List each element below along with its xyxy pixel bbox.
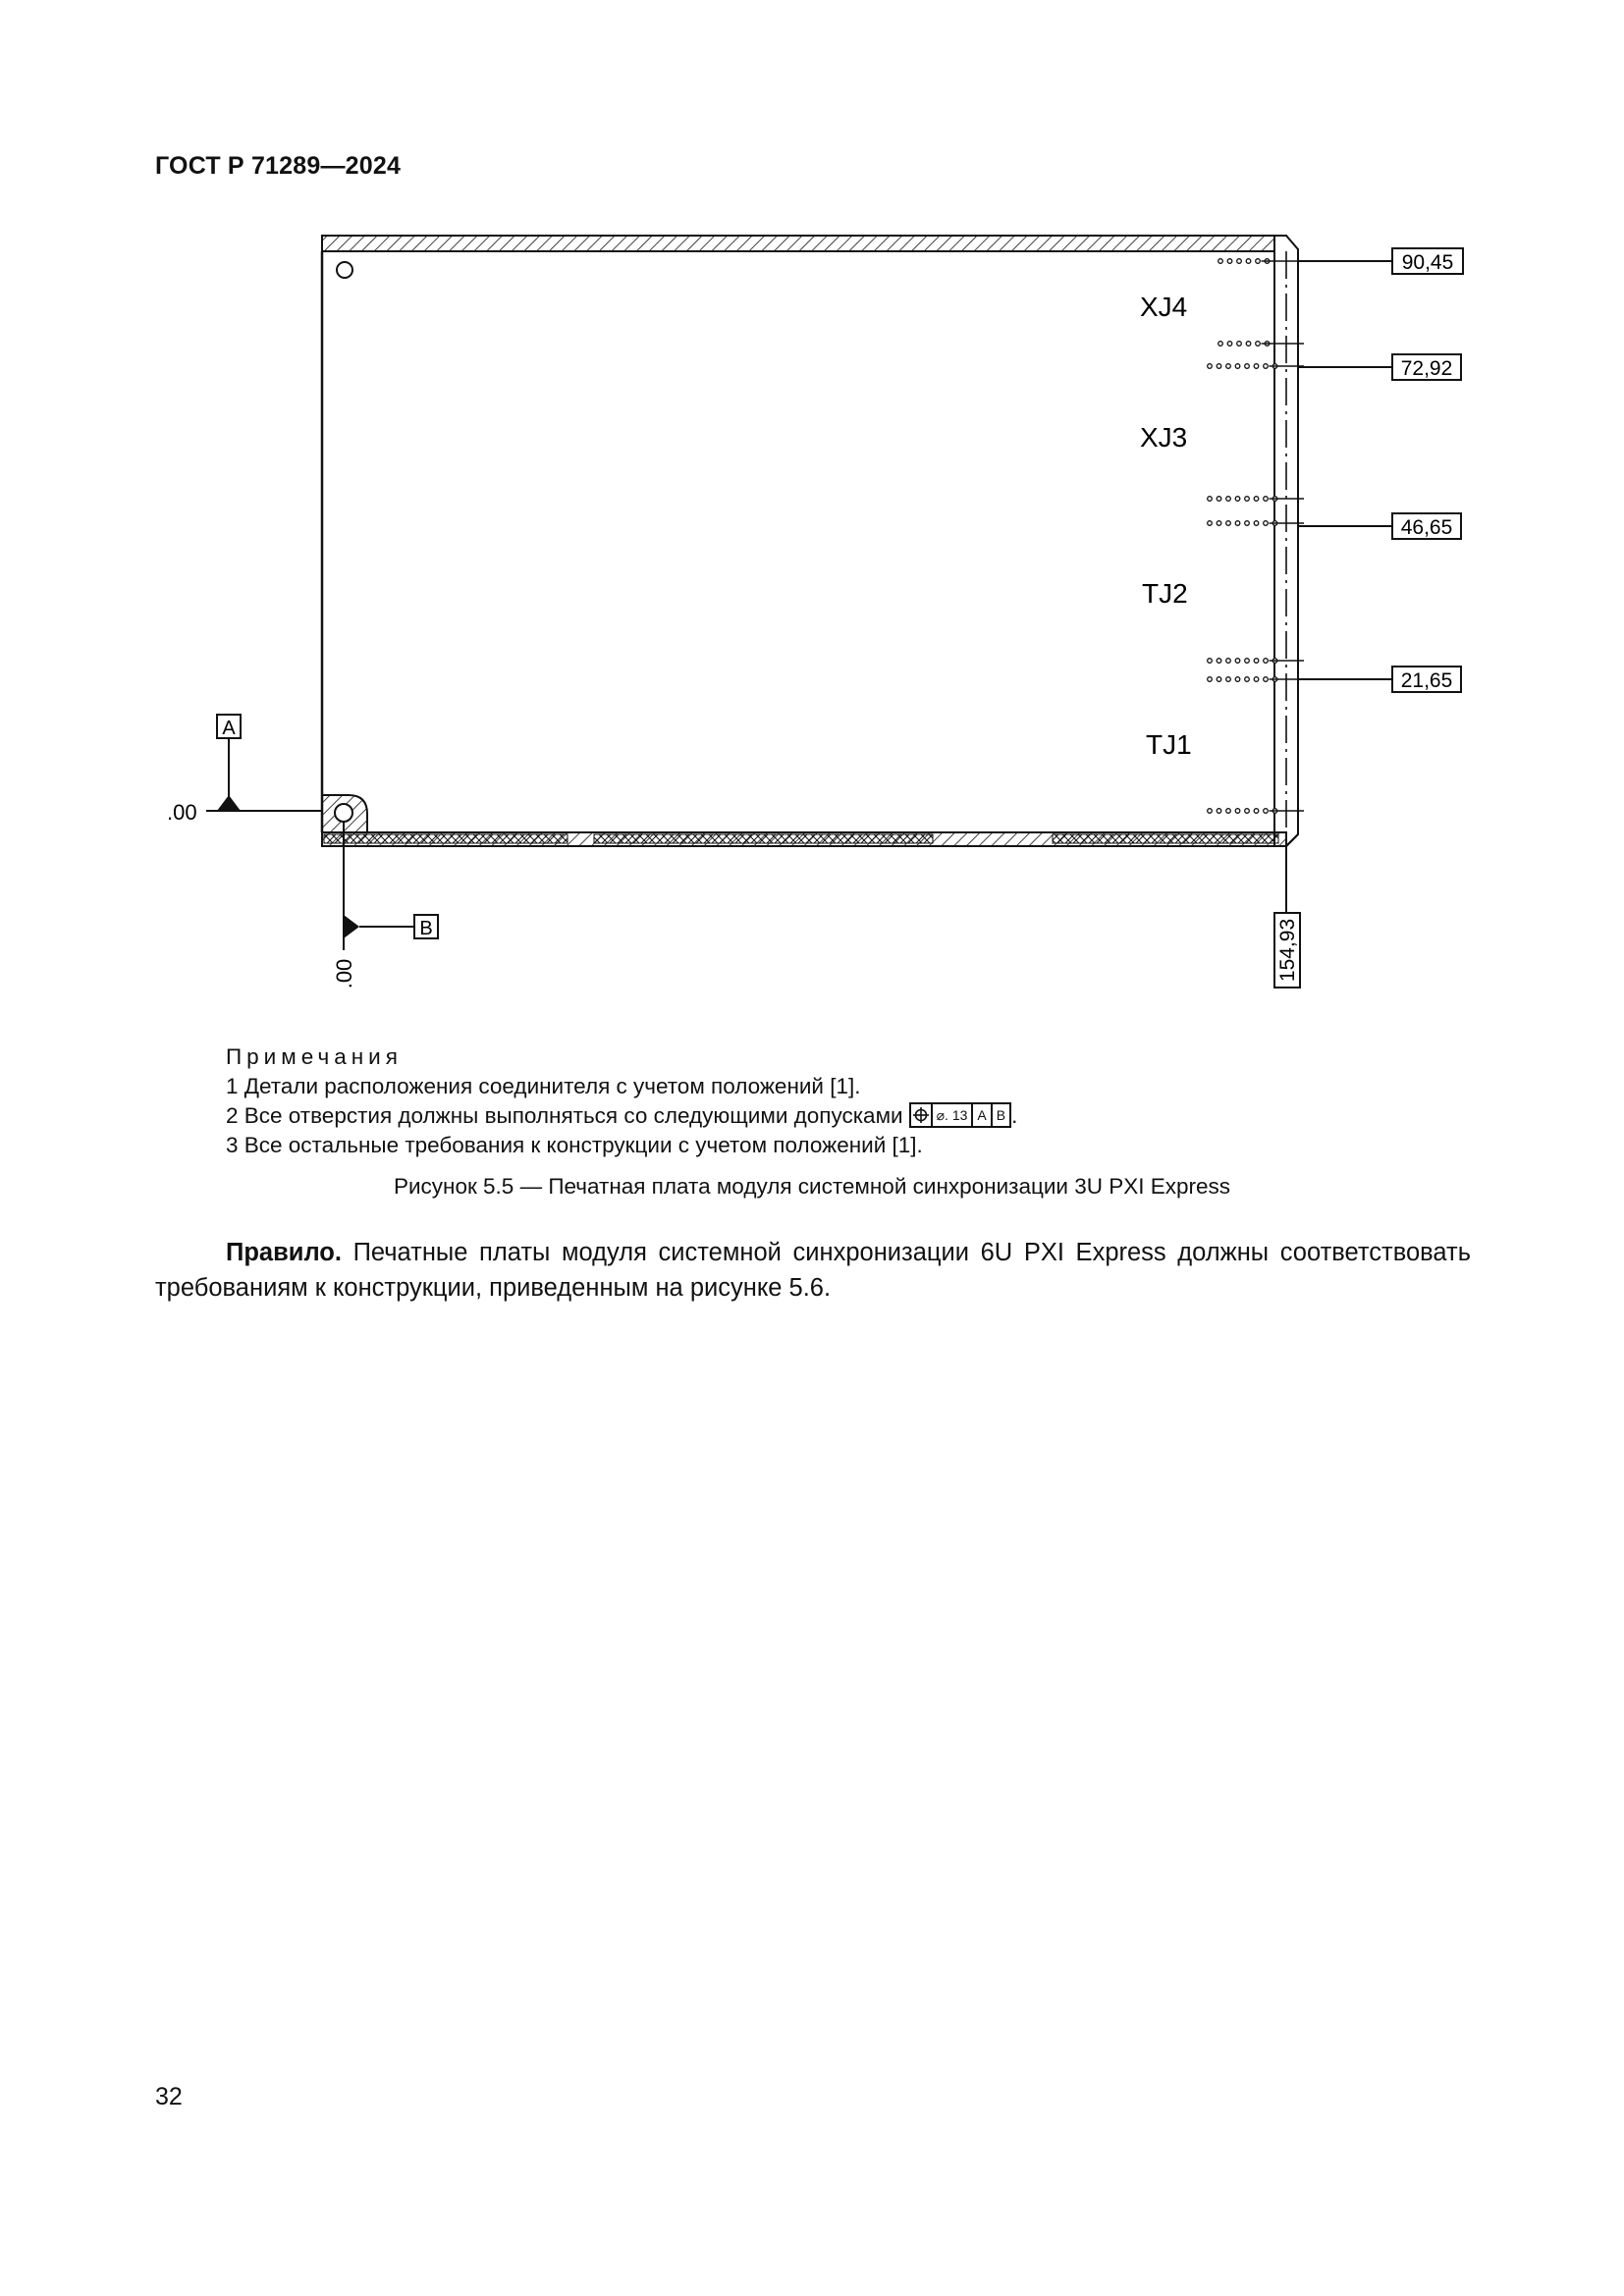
tolerance-datum-b: B bbox=[996, 1107, 1006, 1124]
pin bbox=[1208, 497, 1213, 502]
pin bbox=[1235, 659, 1240, 664]
pin bbox=[1264, 497, 1269, 502]
svg-text:21,65: 21,65 bbox=[1400, 669, 1453, 692]
pin bbox=[1254, 497, 1259, 502]
pin bbox=[1217, 364, 1221, 369]
pin bbox=[1245, 521, 1250, 526]
pin bbox=[1235, 809, 1240, 814]
tolerance-value: ⌀. 13 bbox=[933, 1104, 974, 1126]
pin bbox=[1245, 677, 1250, 682]
pin bbox=[1226, 677, 1231, 682]
tolerance-frame bbox=[909, 1102, 1011, 1128]
note-3: 3 Все остальные требования к конструкции с учетом положений [1]. bbox=[226, 1133, 923, 1157]
pin bbox=[1226, 659, 1231, 664]
pin bbox=[1218, 259, 1223, 264]
pin bbox=[1226, 809, 1231, 814]
dimension-90-45 bbox=[1392, 248, 1463, 274]
figure-caption: Рисунок 5.5 — Печатная плата модуля системной синхронизации 3U PXI Express bbox=[393, 1174, 1231, 1199]
notes-block bbox=[226, 1042, 1017, 1160]
pin bbox=[1264, 677, 1269, 682]
pin bbox=[1226, 497, 1231, 502]
zero-label-bottom: .00 bbox=[332, 958, 356, 989]
rule-text: Печатные платы модуля системной синхронизации 6U PXI Express должны соответствовать требованиям к конструкции, приведенным на рисунке 5.6. bbox=[155, 1239, 1471, 1302]
connector-label-xj3: XJ3 bbox=[1140, 422, 1188, 453]
pin bbox=[1264, 659, 1269, 664]
pin bbox=[1246, 342, 1251, 347]
pin bbox=[1217, 521, 1221, 526]
mounting-hole-top bbox=[337, 262, 352, 278]
pin bbox=[1227, 342, 1232, 347]
rule-paragraph bbox=[155, 1235, 1471, 1306]
rule-lead: Правило. bbox=[226, 1239, 342, 1266]
pin bbox=[1217, 659, 1221, 664]
note-2-text: 2 Все отверстия должны выполняться со следующими допусками bbox=[226, 1103, 903, 1128]
document-header: ГОСТ Р 71289—2024 bbox=[155, 152, 402, 180]
pin bbox=[1254, 521, 1259, 526]
pcb-drawing bbox=[0, 0, 1624, 1021]
svg-text:46,65: 46,65 bbox=[1400, 516, 1453, 539]
pin bbox=[1246, 259, 1251, 264]
pin bbox=[1208, 521, 1213, 526]
pin bbox=[1208, 364, 1213, 369]
pin bbox=[1226, 521, 1231, 526]
dimension-72-92 bbox=[1392, 354, 1461, 380]
pin bbox=[1245, 809, 1250, 814]
connector-label-tj2: TJ2 bbox=[1142, 578, 1188, 609]
pin bbox=[1256, 342, 1261, 347]
datum-a bbox=[206, 715, 322, 811]
pin bbox=[1235, 521, 1240, 526]
notes-title: Примечания bbox=[226, 1044, 403, 1069]
pin bbox=[1264, 364, 1269, 369]
pin bbox=[1264, 809, 1269, 814]
pin bbox=[1208, 659, 1213, 664]
pin bbox=[1237, 342, 1242, 347]
dimension-154-93 bbox=[1274, 913, 1300, 988]
pin bbox=[1217, 677, 1221, 682]
position-icon bbox=[911, 1104, 933, 1126]
pin bbox=[1235, 677, 1240, 682]
dimension-21-65 bbox=[1392, 667, 1461, 692]
pin bbox=[1254, 364, 1259, 369]
pin bbox=[1217, 809, 1221, 814]
tolerance-datum-a: A bbox=[973, 1104, 992, 1126]
pin bbox=[1226, 364, 1231, 369]
note-2-end: . bbox=[1011, 1103, 1018, 1128]
pin bbox=[1208, 809, 1213, 814]
connector-label-tj1: TJ1 bbox=[1146, 729, 1192, 760]
pin bbox=[1245, 659, 1250, 664]
pin bbox=[1264, 521, 1269, 526]
note-1: 1 Детали расположения соединителя с учетом положений [1]. bbox=[226, 1074, 861, 1098]
connector-label-xj4: XJ4 bbox=[1140, 292, 1188, 322]
pin bbox=[1227, 259, 1232, 264]
pin bbox=[1217, 497, 1221, 502]
svg-text:72,92: 72,92 bbox=[1400, 357, 1453, 380]
pin bbox=[1256, 259, 1261, 264]
pin bbox=[1208, 677, 1213, 682]
svg-text:A: A bbox=[222, 718, 236, 739]
pin bbox=[1254, 677, 1259, 682]
svg-text:154,93: 154,93 bbox=[1276, 918, 1299, 983]
pin bbox=[1235, 364, 1240, 369]
pin bbox=[1237, 259, 1242, 264]
pin bbox=[1235, 497, 1240, 502]
dimension-46-65 bbox=[1392, 513, 1461, 539]
zero-label-left: .00 bbox=[167, 800, 197, 825]
svg-text:B: B bbox=[419, 918, 433, 939]
svg-text:90,45: 90,45 bbox=[1401, 251, 1454, 274]
pin bbox=[1218, 342, 1223, 347]
note-2 bbox=[226, 1101, 1017, 1131]
pin bbox=[1254, 659, 1259, 664]
pin bbox=[1254, 809, 1259, 814]
pin bbox=[1245, 364, 1250, 369]
pin bbox=[1245, 497, 1250, 502]
page-number: 32 bbox=[155, 2083, 183, 2110]
